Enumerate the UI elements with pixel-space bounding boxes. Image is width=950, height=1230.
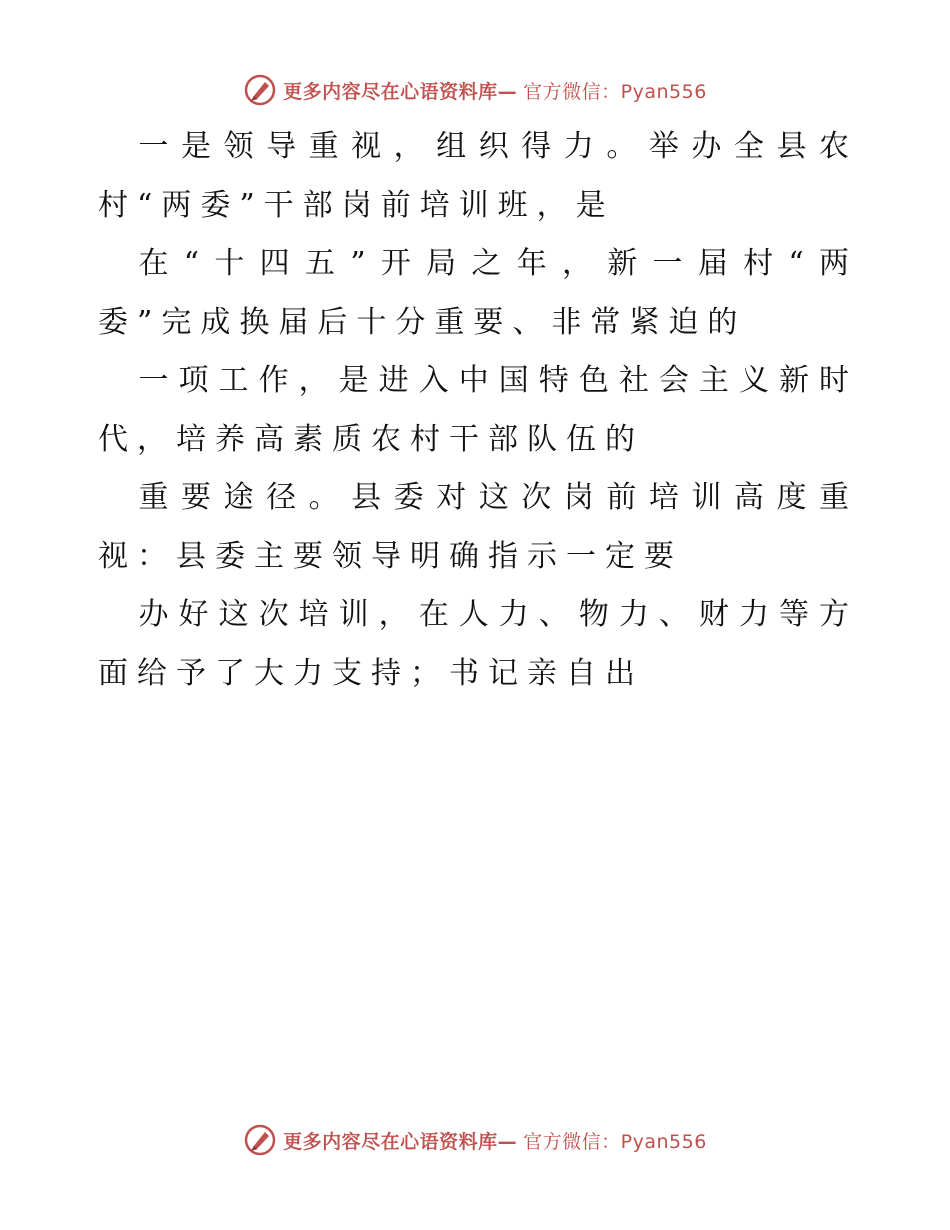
pen-nib-icon bbox=[243, 1123, 277, 1157]
paragraph: 在“十四五”开局之年，新一届村“两委”完成换届后十分重要、非常紧迫的 bbox=[98, 246, 858, 340]
paragraph: 一项工作，是进入中国特色社会主义新时代，培养高素质农村干部队伍的 bbox=[98, 363, 858, 457]
watermark-wechat: 官方微信：Pyan556 bbox=[523, 80, 707, 103]
pen-nib-icon bbox=[243, 73, 277, 107]
paragraph: 重要途径。县委对这次岗前培训高度重视：县委主要领导明确指示一定要 bbox=[98, 480, 858, 574]
watermark-text: 更多内容尽在心语资料库— bbox=[283, 1130, 518, 1153]
watermark-header bbox=[0, 70, 950, 110]
watermark-wechat: 官方微信：Pyan556 bbox=[523, 1130, 707, 1153]
watermark-text: 更多内容尽在心语资料库— bbox=[283, 80, 518, 103]
document-body bbox=[98, 118, 858, 703]
paragraph: 办好这次培训，在人力、物力、财力等方面给予了大力支持；书记亲自出 bbox=[98, 597, 858, 691]
paragraph: 一是领导重视，组织得力。举办全县农村“两委”干部岗前培训班，是 bbox=[98, 129, 858, 223]
watermark-footer bbox=[0, 1120, 950, 1160]
